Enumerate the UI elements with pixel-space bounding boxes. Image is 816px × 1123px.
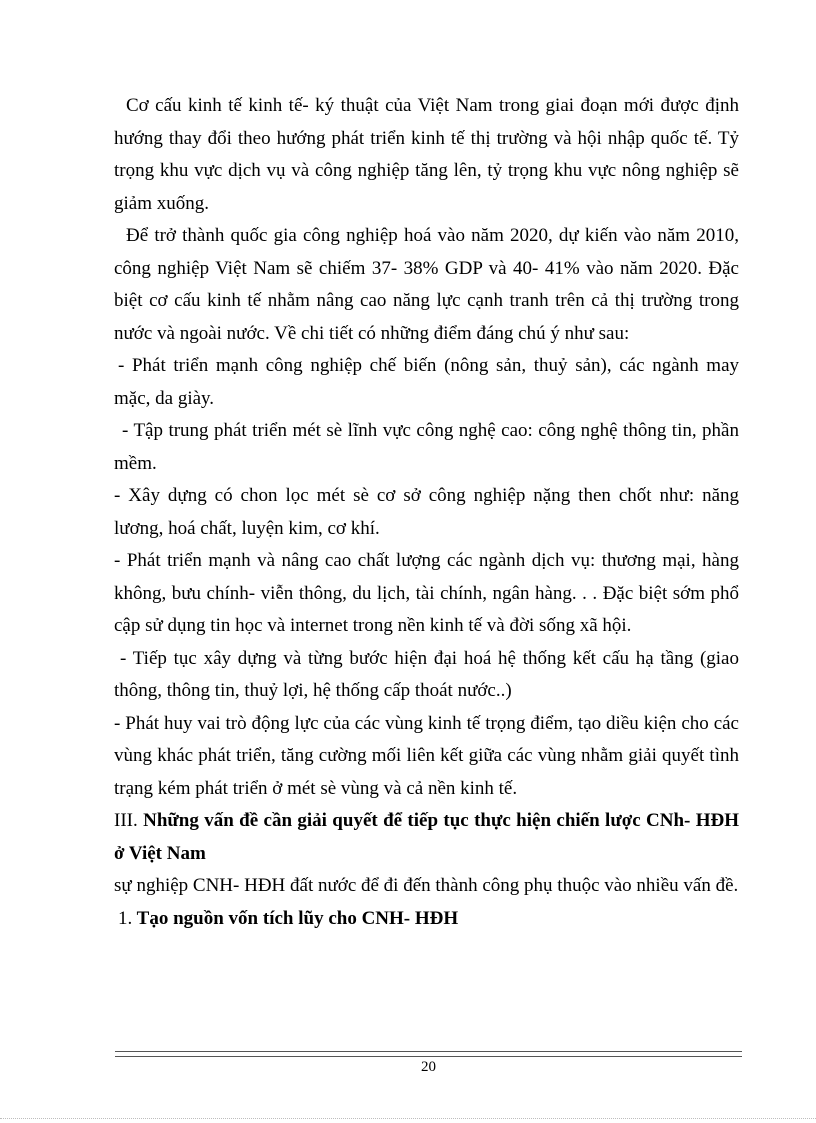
section-heading [114,805,739,870]
bullet-processing-industry: - Phát triển mạnh công nghiệp chế biến (nông sản, thuỷ sản), các ngành may mặc, da giày. [114,355,739,409]
bullet-services: - Phát triển mạnh và nâng cao chất lượng các ngành dịch vụ: thương mại, hàng không, bưu chính- viễn thông, du lịch, tài chính, ngân hàng. . . Đặc biệt sớm phổ cập sử dụng tin học và internet trong nền kinh tế và đời sống xã hội. [114,550,739,636]
bullet-heavy-industry: - Xây dựng có chon lọc mét sè cơ sở công nghiệp nặng then chốt như: năng lương, hoá chất, luyện kim, cơ khí. [114,485,739,539]
section-title: Những vấn đề cần giải quyết để tiếp tục thực hiện chiến lược CNh- HĐH ở Việt Nam [114,810,740,864]
bullet-high-tech: - Tập trung phát triển mét sè lĩnh vực công nghệ cao: công nghệ thông tin, phần mềm. [114,420,739,474]
bullet-key-economic-regions: - Phát huy vai trò động lực của các vùng kinh tế trọng điểm, tạo diều kiện cho các vùng khác phát triển, tăng cường mối liên kết giữa các vùng nhằm giải quyết tình trạng kém phát triển ở mét sè vùng và cả nền kinh tế. [114,712,739,799]
subsection-number: 1. [118,907,133,929]
subsection-heading [114,903,739,936]
paragraph-industrialization-target: Để trở thành quốc gia công nghiệp hoá vào năm 2020, dự kiến vào năm 2010, công nghiệp Việt Nam sẽ chiếm 37- 38% GDP và 40- 41% vào năm 2020. Đặc biệt cơ cấu kinh tế nhằm nâng cao năng lực cạnh tranh trên cả thị trường trong nước và ngoài nước. Về chi tiết có những điểm đáng chú ý như sau: [114,225,739,344]
page-number: 20 [421,1059,436,1075]
subsection-title: Tạo nguồn vốn tích lũy cho CNH- HĐH [136,907,459,929]
page-bottom-edge [0,1118,816,1119]
paragraph-economic-structure: Cơ cấu kinh tế kinh tế- ký thuật của Việt Nam trong giai đoạn mới được định hướng thay đổi theo hướng phát triển kinh tế thị trường và hội nhập quốc tế. Tỷ trọng khu vực dịch vụ và công nghiệp tăng lên, tỷ trọng khu vực nông nghiệp sẽ giảm xuống. [114,95,739,214]
bullet-infrastructure: - Tiếp tục xây dựng và từng bước hiện đại hoá hệ thống kết cấu hạ tầng (giao thông, thông tin, thuỷ lợi, hệ thống cấp thoát nước..) [114,647,739,701]
section-intro: sự nghiệp CNH- HĐH đất nước để đi đến thành công phụ thuộc vào nhiều vấn đề. [114,875,739,896]
section-numeral: III. [114,810,138,831]
body-text [114,90,739,935]
